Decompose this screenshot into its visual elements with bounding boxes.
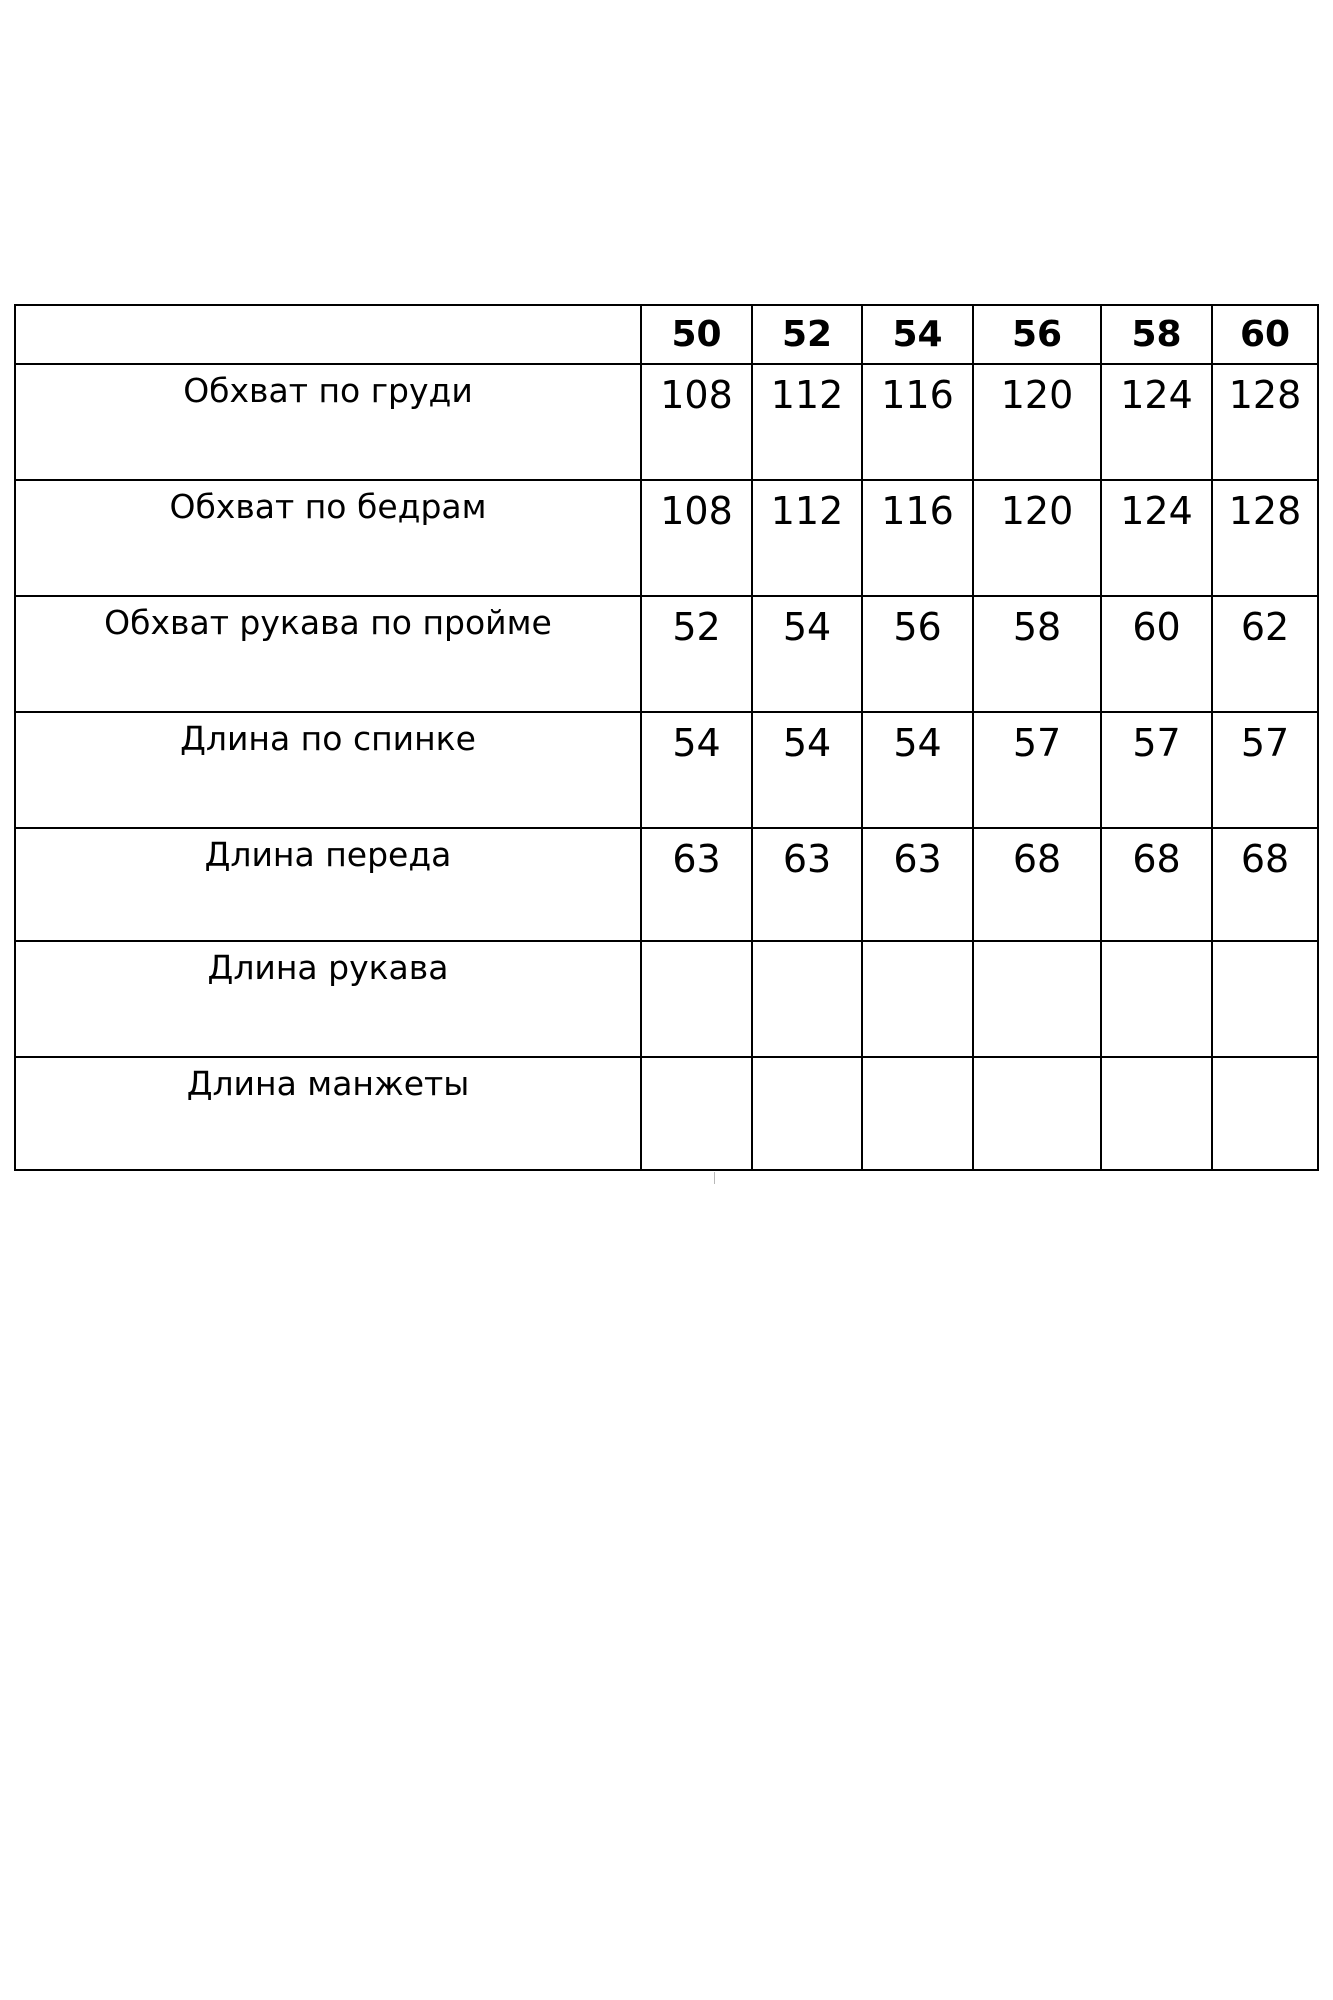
value-cell: 57: [1101, 712, 1212, 828]
value-cell: 57: [1212, 712, 1318, 828]
table-row: [15, 364, 1318, 480]
value-cell: 128: [1212, 480, 1318, 596]
value-cell: [752, 941, 862, 1057]
size-header-cell: 58: [1101, 305, 1212, 364]
value-cell: 68: [1212, 828, 1318, 941]
size-header-cell: 56: [973, 305, 1101, 364]
value-cell: 54: [641, 712, 752, 828]
table-row: [15, 828, 1318, 941]
row-label-cell: Длина рукава: [15, 941, 641, 1057]
value-cell: 63: [752, 828, 862, 941]
value-cell: [1101, 1057, 1212, 1170]
value-cell: 68: [973, 828, 1101, 941]
value-cell: 54: [862, 712, 973, 828]
value-cell: [862, 941, 973, 1057]
value-cell: 108: [641, 480, 752, 596]
divider-tick-mark: [714, 1172, 715, 1184]
row-label-cell: Длина манжеты: [15, 1057, 641, 1170]
value-cell: 54: [752, 596, 862, 712]
table-row: [15, 480, 1318, 596]
size-header-cell: 52: [752, 305, 862, 364]
size-header-cell: 54: [862, 305, 973, 364]
value-cell: 52: [641, 596, 752, 712]
value-cell: 108: [641, 364, 752, 480]
size-header-cell: 50: [641, 305, 752, 364]
value-cell: 120: [973, 364, 1101, 480]
row-label-cell: Обхват по бедрам: [15, 480, 641, 596]
value-cell: 54: [752, 712, 862, 828]
value-cell: 112: [752, 364, 862, 480]
size-header-cell: 60: [1212, 305, 1318, 364]
size-header-row: [15, 305, 1318, 364]
value-cell: 124: [1101, 364, 1212, 480]
row-label-cell: Длина по спинке: [15, 712, 641, 828]
value-cell: 63: [641, 828, 752, 941]
value-cell: [641, 1057, 752, 1170]
value-cell: 63: [862, 828, 973, 941]
value-cell: [1212, 1057, 1318, 1170]
value-cell: 112: [752, 480, 862, 596]
value-cell: 116: [862, 480, 973, 596]
value-cell: [752, 1057, 862, 1170]
value-cell: 128: [1212, 364, 1318, 480]
value-cell: 68: [1101, 828, 1212, 941]
table-row: [15, 712, 1318, 828]
header-corner-cell: [15, 305, 641, 364]
value-cell: [641, 941, 752, 1057]
value-cell: [1101, 941, 1212, 1057]
row-label-cell: Обхват по груди: [15, 364, 641, 480]
value-cell: [862, 1057, 973, 1170]
value-cell: [1212, 941, 1318, 1057]
value-cell: 120: [973, 480, 1101, 596]
value-cell: 116: [862, 364, 973, 480]
row-label-cell: Длина переда: [15, 828, 641, 941]
value-cell: 56: [862, 596, 973, 712]
size-chart-table: [14, 304, 1319, 1171]
row-label-cell: Обхват рукава по пройме: [15, 596, 641, 712]
value-cell: [973, 941, 1101, 1057]
value-cell: 60: [1101, 596, 1212, 712]
table-row: [15, 1057, 1318, 1170]
value-cell: 124: [1101, 480, 1212, 596]
table-row: [15, 941, 1318, 1057]
value-cell: 58: [973, 596, 1101, 712]
value-cell: 57: [973, 712, 1101, 828]
table-row: [15, 596, 1318, 712]
value-cell: 62: [1212, 596, 1318, 712]
value-cell: [973, 1057, 1101, 1170]
